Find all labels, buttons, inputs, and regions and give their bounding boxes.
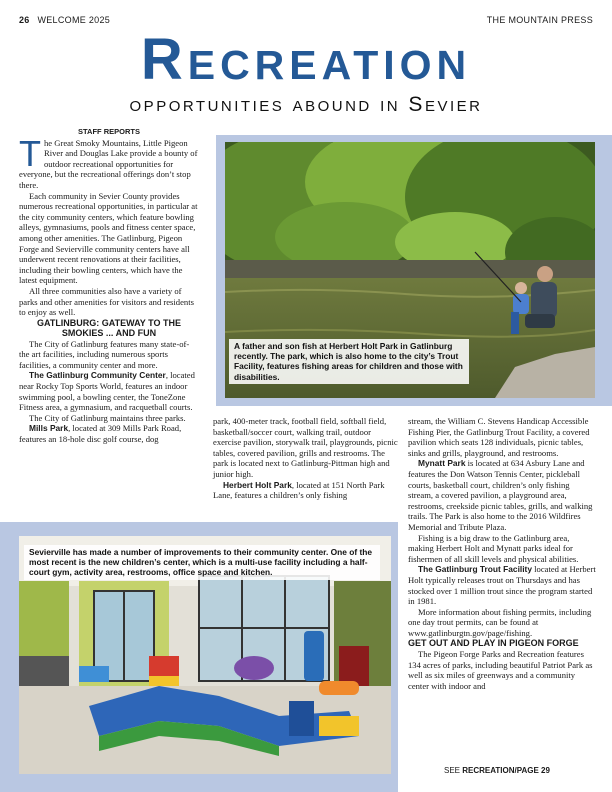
paragraph: All three communities also have a variety of parks and other amenities for visitors and residents to enjoy as well.	[19, 285, 194, 318]
page-header-left	[19, 15, 110, 25]
jump-target: RECREATION	[462, 766, 515, 775]
publication-name: THE MOUNTAIN PRESS	[486, 15, 593, 25]
continued-on-jump[interactable]: SEE RECREATION/PAGE 29	[444, 766, 550, 775]
facility-name: Mynatt Park	[418, 458, 466, 469]
page-title: Recreation	[140, 27, 472, 92]
section-heading-pigeon-forge: GET OUT AND PLAY IN PIGEON FORGE	[408, 638, 579, 649]
paragraph: Herbert Holt Park, located at 151 North Park Lane, features a children’s only fishing	[213, 479, 385, 501]
article-column-3	[408, 416, 596, 691]
paragraph: Each community in Sevier County provides numerous recreational opportunities, in particular at the city community centers, which feature bowling alleys, gymnasiums, pools and fitness center space, among other amenities. The Gatlinburg, Pigeon Forge and Sevierville community centers have all underwent recent renovations at their facilities, including their bowling centers, which have the latest equipment.	[19, 190, 198, 286]
paragraph: Fishing is a big draw to the Gatlinburg area, making Herbert Holt and Mynatt parks ideal for fishermen of all skill levels and physical abilities.	[408, 532, 579, 564]
jump-page: /PAGE 29	[514, 766, 550, 775]
photo-caption-fishing: A father and son fish at Herbert Holt Park in Gatlinburg recently. The park, which is also home to the city’s Trout Facility, features fishing areas for children and those with disabilities.	[229, 339, 469, 384]
byline: STAFF REPORTS	[78, 127, 140, 136]
paragraph: he Great Smoky Mountains, Little Pigeon River and Douglas Lake provide a bounty of outdoor recreational opportunities for everyone, but the recreational offerings don’t stop there.	[19, 137, 198, 190]
paragraph: Mills Park, located at 309 Mills Park Road, features an 18-hole disc golf course, dog	[19, 423, 182, 445]
paragraph: park, 400-meter track, football field, softball field, basketball/soccer court, walking trail, outdoor exercise pavilion, storywalk trail, playgrounds, picnic tables, covered pavilion, grills and restrooms. The park is located next to Gatlinburg-Pittman high and junior high.	[213, 416, 398, 479]
paragraph: The Gatlinburg Community Center, located near Rocky Top Sports World, features an indoor swimming pool, a bowling center, the ToneZone Fitness area, a gymnasium, and racquetball courts.	[19, 370, 195, 413]
page-subtitle: opportunities abound in Sevier	[129, 93, 483, 116]
paragraph: Mynatt Park is located at 634 Asbury Lane and features the Don Watson Tennis Center, pickleball courts, basketball court, children’s only fishing stream, a covered pavilion, a playground area, restrooms, creekside picnic tables, grills, and walking trails. The Park is also home to the 2016 Wildfires Memorial and Tribute Plaza.	[408, 458, 593, 532]
paragraph: The Gatlinburg Trout Facility located at Herbert Holt typically releases trout on Thursdays and has stocked over 1 million trout since the program started in 1981.	[408, 564, 596, 607]
paragraph: stream, the William C. Stevens Handicap Accessible Fishing Pier, the Gatlinburg Trout Facility, a covered pavilion which seats 128 individuals, picnic tables, sinks and grills, playground, and restrooms.	[408, 416, 590, 458]
paragraph: The City of Gatlinburg features many state-of-the art facilities, including numerous sports facilities, a community center and more.	[19, 338, 190, 370]
facility-name: Mills Park	[29, 423, 69, 434]
facility-name: The Gatlinburg Community Center	[29, 370, 166, 381]
facility-name: Herbert Holt Park	[223, 479, 292, 490]
section-name: WELCOME 2025	[37, 15, 111, 25]
drop-cap: T	[19, 132, 41, 174]
section-heading-gatlinburg: GATLINBURG: GATEWAY TO THE SMOKIES ... AND FUN	[36, 317, 181, 339]
article-column-1	[19, 127, 199, 445]
paragraph: The City of Gatlinburg maintains three parks.	[29, 412, 186, 423]
facility-name: The Gatlinburg Trout Facility	[418, 564, 532, 575]
paragraph: The Pigeon Forge Parks and Recreation features 134 acres of parks, including beautiful Patriot Park as well as six miles of greenways and a community center with indoor and	[408, 648, 593, 691]
page-number: 26	[19, 15, 30, 25]
paragraph: More information about fishing permits, including one day trout permits, can be found at www.gatlinburgtn.gov/page/fishing.	[408, 606, 592, 638]
photo-caption-community-center: Sevierville has made a number of improvements to their community center. One of the most recent is the new children’s center, which is a multi-use facility including a half-court gym, activity area, restrooms, office space and kitchen.	[24, 545, 380, 580]
article-column-2	[213, 416, 398, 501]
